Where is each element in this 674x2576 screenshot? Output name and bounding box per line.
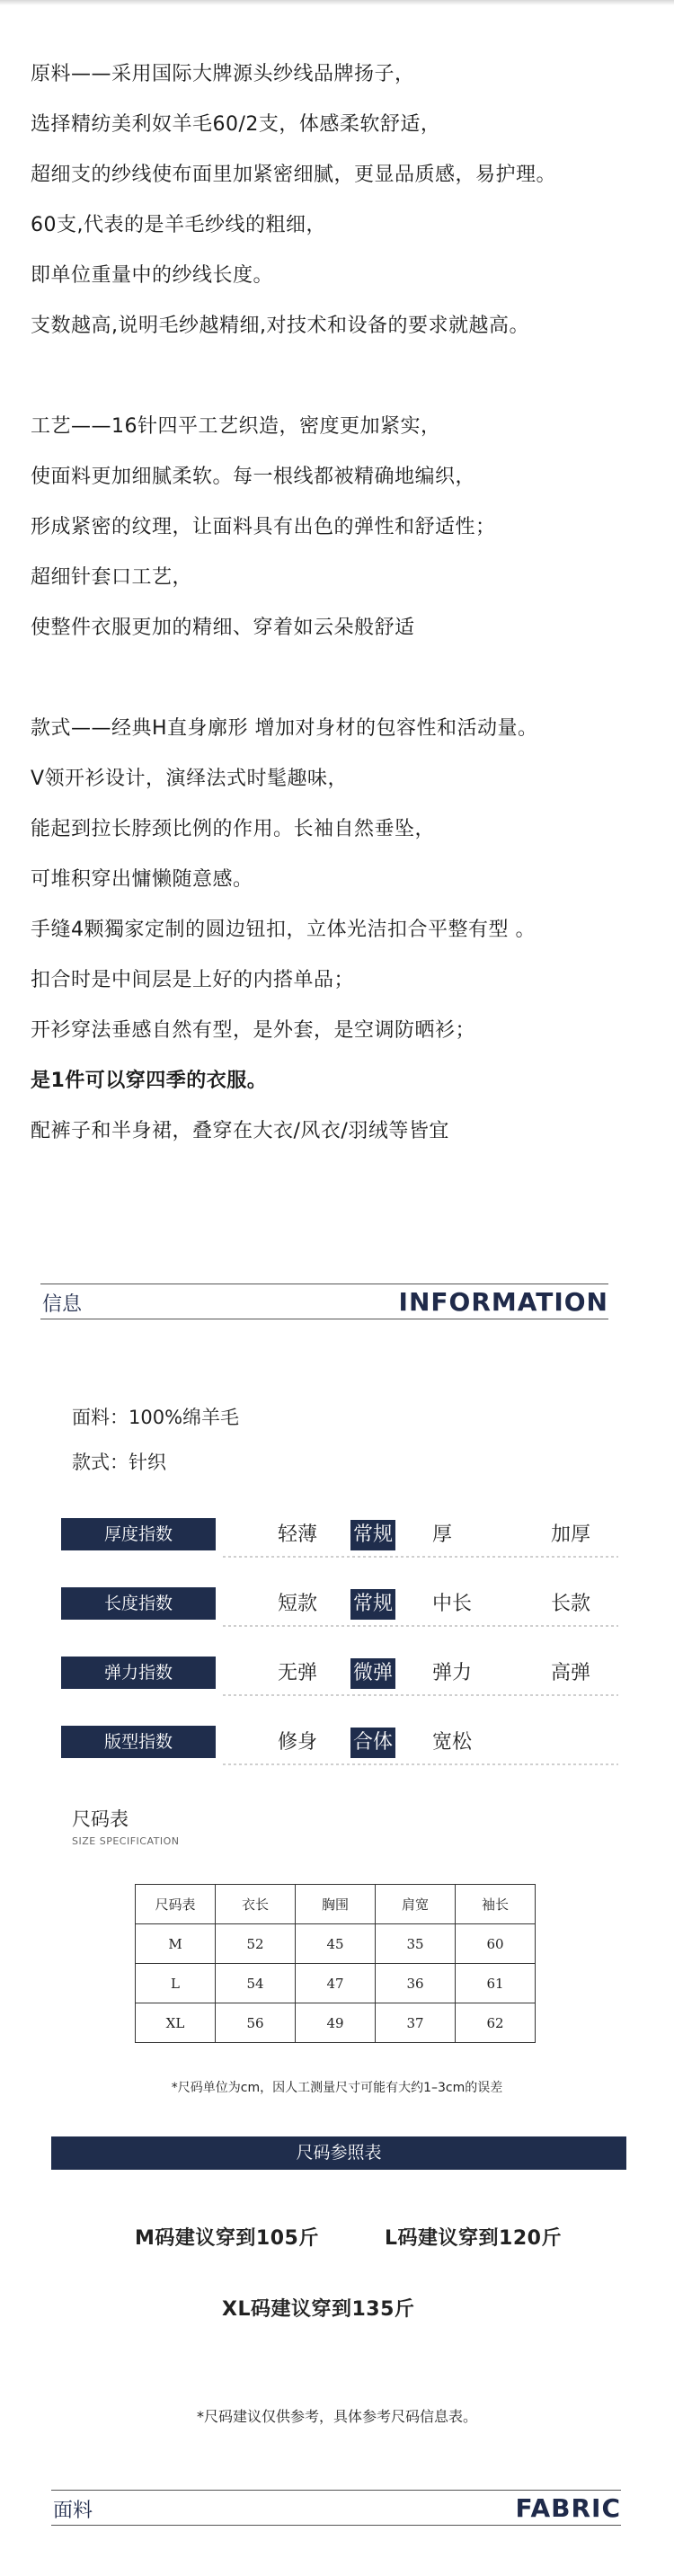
index-row bbox=[61, 1726, 618, 1762]
index-row bbox=[61, 1587, 618, 1623]
index-label: 弹力指数 bbox=[61, 1657, 216, 1689]
table-cell: 37 bbox=[376, 2003, 456, 2043]
description-line: 手缝4颗獨家定制的圆边钮扣，立体光洁扣合平整有型 。 bbox=[31, 919, 536, 941]
product-description bbox=[31, 49, 651, 1157]
table-cell: M bbox=[136, 1924, 216, 1964]
index-option: 厚 bbox=[432, 1523, 453, 1546]
table-cell: 36 bbox=[376, 1964, 456, 2003]
fabric-header bbox=[51, 2490, 621, 2526]
description-line: 即单位重量中的纱线长度。 bbox=[31, 264, 274, 287]
index-label: 长度指数 bbox=[61, 1587, 216, 1620]
index-option: 轻薄 bbox=[278, 1523, 318, 1546]
dotted-divider bbox=[223, 1625, 618, 1627]
index-option: 加厚 bbox=[551, 1523, 591, 1546]
table-header-cell: 胸围 bbox=[296, 1885, 376, 1924]
description-line: V领开衫设计，演绎法式时髦趣味， bbox=[31, 768, 349, 790]
table-row bbox=[136, 2003, 536, 2043]
dotted-divider bbox=[223, 1694, 618, 1696]
size-rec-l: L码建议穿到120斤 bbox=[385, 2227, 562, 2250]
fabric-composition: 面料：100%绵羊毛 bbox=[72, 1407, 240, 1428]
description-line: 使面料更加细腻柔软。每一根线都被精确地编织， bbox=[31, 466, 476, 488]
index-option: 高弹 bbox=[551, 1662, 591, 1684]
fabric-header-cn: 面料 bbox=[53, 2500, 93, 2522]
description-line: 开衫穿法垂感自然有型，是外套，是空调防晒衫； bbox=[31, 1019, 476, 1042]
table-cell: L bbox=[136, 1964, 216, 2003]
description-line: 超细针套口工艺， bbox=[31, 566, 193, 589]
table-header-row bbox=[136, 1885, 536, 1924]
index-option-selected: 微弹 bbox=[350, 1658, 395, 1689]
information-header bbox=[40, 1284, 608, 1319]
index-option: 弹力 bbox=[432, 1662, 473, 1684]
description-line: 60支,代表的是羊毛纱线的粗细， bbox=[31, 214, 326, 236]
description-line: 工艺——16针四平工艺织造，密度更加紧实， bbox=[31, 415, 441, 438]
top-divider bbox=[0, 0, 674, 5]
size-rec-m: M码建议穿到105斤 bbox=[135, 2227, 319, 2250]
size-note: *尺码单位为cm，因人工测量尺寸可能有大约1–3cm的误差 bbox=[171, 2081, 503, 2095]
description-line: 超细支的纱线使布面里加紧密细腻，更显品质感，易护理。 bbox=[31, 164, 557, 186]
table-cell: 45 bbox=[296, 1924, 376, 1964]
index-option-selected: 常规 bbox=[350, 1520, 395, 1550]
table-cell: XL bbox=[136, 2003, 216, 2043]
description-line: 可堆积穿出慵懒随意感。 bbox=[31, 868, 253, 891]
description-line: 选择精纺美利奴羊毛60/2支，体感柔软舒适， bbox=[31, 113, 441, 136]
paragraph-gap bbox=[31, 653, 651, 704]
information-header-cn: 信息 bbox=[42, 1293, 83, 1316]
index-row bbox=[61, 1518, 618, 1554]
index-option-selected: 合体 bbox=[350, 1728, 395, 1758]
table-header-cell: 袖长 bbox=[456, 1885, 536, 1924]
index-option: 修身 bbox=[278, 1731, 318, 1754]
index-option: 中长 bbox=[432, 1593, 473, 1615]
description-line: 能起到拉长脖颈比例的作用。长袖自然垂坠， bbox=[31, 818, 436, 840]
table-cell: 35 bbox=[376, 1924, 456, 1964]
table-cell: 49 bbox=[296, 2003, 376, 2043]
index-row bbox=[61, 1657, 618, 1692]
table-cell: 52 bbox=[216, 1924, 296, 1964]
information-header-en: INFORMATION bbox=[398, 1287, 608, 1317]
index-option: 长款 bbox=[551, 1593, 591, 1615]
table-header-cell: 尺码表 bbox=[136, 1885, 216, 1924]
table-row bbox=[136, 1964, 536, 2003]
description-line: 原料——采用国际大牌源头纱线品牌扬子， bbox=[31, 63, 415, 85]
description-line: 使整件衣服更加的精细、穿着如云朵般舒适 bbox=[31, 617, 415, 639]
description-line: 配裤子和半身裙，叠穿在大衣/风衣/羽绒等皆宜 bbox=[31, 1120, 449, 1142]
dotted-divider bbox=[223, 1763, 618, 1765]
description-line: 形成紧密的纹理，让面料具有出色的弹性和舒适性； bbox=[31, 516, 496, 538]
size-table-title-en: SIZE SPECIFICATION bbox=[72, 1835, 180, 1847]
table-cell: 62 bbox=[456, 2003, 536, 2043]
size-rec-xl: XL码建议穿到135斤 bbox=[222, 2298, 415, 2321]
size-table bbox=[135, 1884, 536, 2043]
table-header-cell: 肩宽 bbox=[376, 1885, 456, 1924]
size-table-title-cn: 尺码表 bbox=[72, 1808, 129, 1830]
description-line: 扣合时是中间层是上好的内搭单品； bbox=[31, 969, 355, 991]
index-option: 无弹 bbox=[278, 1662, 318, 1684]
size-rec-note: *尺码建议仅供参考，具体参考尺码信息表。 bbox=[196, 2408, 477, 2425]
description-line: 是1件可以穿四季的衣服。 bbox=[31, 1070, 268, 1092]
table-cell: 47 bbox=[296, 1964, 376, 2003]
index-label: 版型指数 bbox=[61, 1726, 216, 1758]
description-line: 款式——经典H直身廓形 增加对身材的包容性和活动量。 bbox=[31, 717, 538, 740]
table-header-cell: 衣长 bbox=[216, 1885, 296, 1924]
index-label: 厚度指数 bbox=[61, 1518, 216, 1550]
dotted-divider bbox=[223, 1556, 618, 1558]
table-row bbox=[136, 1924, 536, 1964]
description-line: 支数越高,说明毛纱越精细,对技术和设备的要求就越高。 bbox=[31, 315, 529, 337]
index-option: 宽松 bbox=[432, 1731, 473, 1754]
table-cell: 61 bbox=[456, 1964, 536, 2003]
paragraph-gap bbox=[31, 351, 651, 402]
style-type: 款式：针织 bbox=[72, 1452, 166, 1473]
fabric-header-en: FABRIC bbox=[515, 2493, 621, 2523]
index-option-selected: 常规 bbox=[350, 1589, 395, 1620]
table-cell: 54 bbox=[216, 1964, 296, 2003]
size-reference-bar: 尺码参照表 bbox=[51, 2136, 626, 2170]
size-table-title bbox=[72, 1805, 179, 1847]
basic-info bbox=[72, 1395, 239, 1485]
table-cell: 60 bbox=[456, 1924, 536, 1964]
index-option: 短款 bbox=[278, 1593, 318, 1615]
table-cell: 56 bbox=[216, 2003, 296, 2043]
